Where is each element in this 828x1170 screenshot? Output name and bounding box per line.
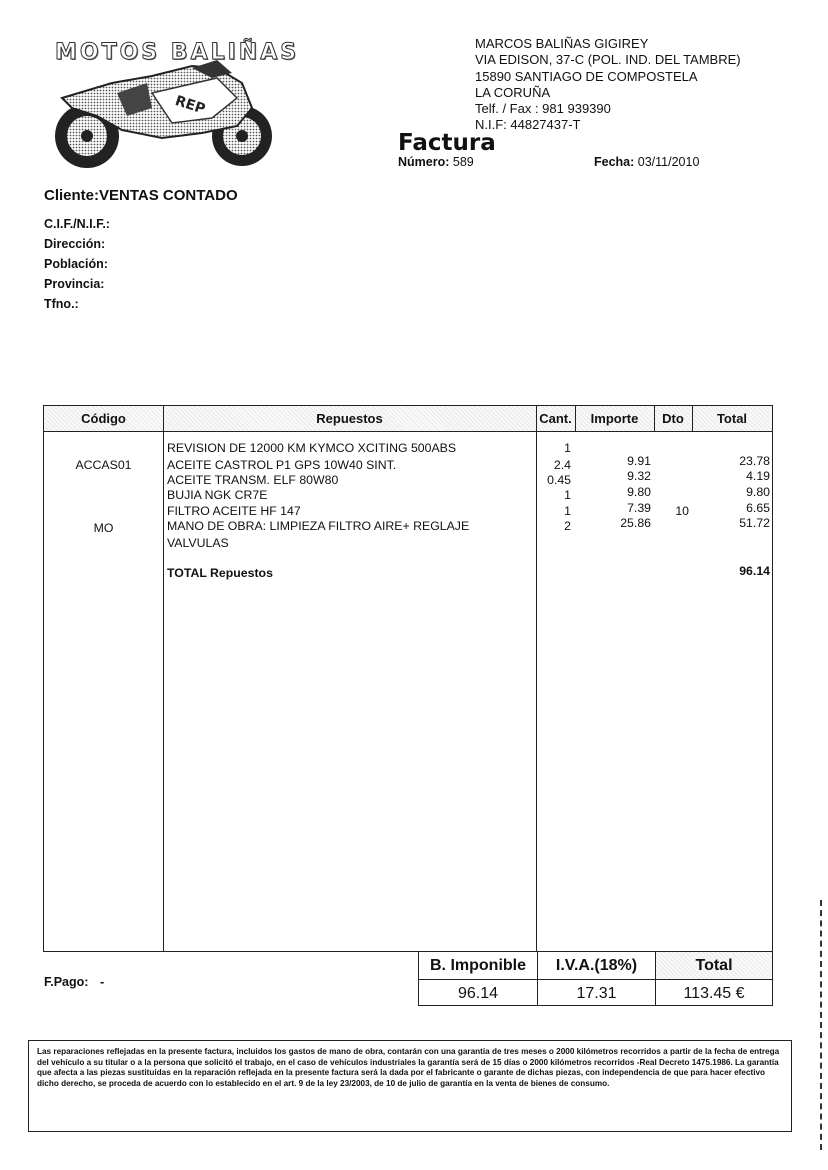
- column-divider: [692, 406, 693, 432]
- company-name: MARCOS BALIÑAS GIGIREY: [475, 36, 649, 51]
- svg-text:REP: REP: [173, 92, 208, 118]
- column-divider: [163, 406, 164, 951]
- row-total: 51.72: [739, 516, 770, 530]
- header-importe: Importe: [575, 406, 654, 432]
- row-importe: 9.32: [627, 469, 651, 483]
- legal-notice: Las reparaciones reflejadas en la presente factura, incluidos los gastos de mano de obra, contarán con una garantía de tres meses o 2000 kilómetros recorridos a partir de la fecha de entrega del vehículo a su titular o a la persona que solicitó el trabajo, en el caso de vehículos industriales la garantía será de 15 días o 2000 kilómetros recorridos -Real Decreto 1475.1986. La garantía que afecta a las piezas sustituidas en la reparación reflejada en la presente factura será la dada por el fabricante o garante de dichas piezas, con independencia de que para hacer efectivo dicho derecho, se proceda de acuerdo con lo establecido en el art. 9 de la ley 23/2003, de 10 de julio de garantía en la venta de bienes de consumo.: [28, 1040, 792, 1132]
- row-cant: 2: [564, 519, 571, 533]
- company-city: 15890 SANTIAGO DE COMPOSTELA: [475, 68, 698, 84]
- row-cant: 1: [564, 488, 571, 502]
- client-label: Cliente:: [44, 187, 100, 204]
- row-importe: 7.39: [627, 501, 651, 515]
- payment-value: -: [99, 975, 105, 989]
- totals-block: [418, 951, 773, 1006]
- row-description: MANO DE OBRA: LIMPIEZA FILTRO AIRE+ REGLAJE: [167, 519, 470, 533]
- payment-label: F.Pago:: [44, 975, 89, 989]
- client-field-town: Población:: [44, 257, 108, 271]
- row-cant: 0.45: [547, 473, 571, 487]
- row-total: 23.78: [739, 454, 770, 468]
- subtotal-label: TOTAL Repuestos: [167, 566, 273, 580]
- row-cant: 1: [564, 441, 571, 455]
- logo-brand-text: MOTOS BALIÑAS: [55, 40, 300, 65]
- column-divider: [654, 406, 655, 432]
- row-cant: 1: [564, 504, 571, 518]
- document-title: Factura: [398, 130, 496, 156]
- base-value: 96.14: [419, 979, 537, 1007]
- items-table: [43, 405, 773, 952]
- row-importe: 9.91: [627, 454, 651, 468]
- iva-label: I.V.A.(18%): [555, 956, 638, 974]
- row-description: ACEITE TRANSM. ELF 80W80: [167, 473, 339, 487]
- scan-edge-mark: [820, 900, 825, 1150]
- total-box: [655, 951, 773, 1006]
- total-label: Total: [656, 952, 772, 979]
- invoice-date: [594, 155, 699, 169]
- header-total: Total: [692, 406, 772, 432]
- client-name: VENTAS CONTADO: [99, 187, 238, 204]
- total-value: 113.45 €: [656, 979, 772, 1007]
- header-dto: Dto: [654, 406, 692, 432]
- company-address: VIA EDISON, 37-C (POL. IND. DEL TAMBRE): [475, 52, 741, 68]
- row-description: ACEITE CASTROL P1 GPS 10W40 SINT.: [167, 458, 397, 472]
- row-total: 6.65: [746, 501, 770, 515]
- company-phone: Telf. / Fax : 981 939390: [475, 101, 611, 117]
- row-total: 4.19: [746, 469, 770, 483]
- row-description: VALVULAS: [167, 536, 229, 550]
- base-box: [418, 951, 538, 1006]
- invoice-number-label: Número:: [398, 155, 450, 169]
- base-label: B. Imponible: [430, 956, 526, 974]
- client-line: [44, 187, 238, 204]
- invoice-number: [398, 155, 474, 169]
- client-field-phone: Tfno.:: [44, 297, 79, 311]
- row-codigo: ACCAS01: [75, 458, 132, 472]
- client-fields: [44, 214, 110, 314]
- row-importe: 9.80: [627, 485, 651, 499]
- subtotal-value: 96.14: [739, 564, 770, 578]
- invoice-number-value: 589: [452, 155, 474, 169]
- client-field-address: Dirección:: [44, 237, 106, 251]
- client-field-province: Provincia:: [44, 277, 105, 291]
- row-description: REVISION DE 12000 KM KYMCO XCITING 500ABS: [167, 441, 457, 455]
- payment-method: [44, 975, 104, 989]
- company-nif: N.I.F: 44827437-T: [475, 117, 581, 133]
- header-codigo: Código: [44, 406, 163, 432]
- row-cant: 2.4: [553, 458, 571, 472]
- invoice-date-value: 03/11/2010: [637, 155, 700, 169]
- column-divider: [575, 406, 576, 432]
- row-description: FILTRO ACEITE HF 147: [167, 504, 301, 518]
- invoice-date-label: Fecha:: [594, 155, 635, 169]
- iva-box: [537, 951, 656, 1006]
- iva-value: 17.31: [538, 979, 655, 1007]
- company-province: LA CORUÑA: [475, 84, 551, 100]
- row-dto: 10: [675, 504, 689, 518]
- row-importe: 25.86: [620, 516, 651, 530]
- company-info: [475, 36, 741, 134]
- client-field-nif: C.I.F./N.I.F.:: [44, 217, 110, 231]
- row-codigo: MO: [93, 521, 114, 535]
- row-description: BUJIA NGK CR7E: [167, 488, 268, 502]
- row-total: 9.80: [746, 485, 770, 499]
- header-repuestos: Repuestos: [163, 406, 536, 432]
- header-cant: Cant.: [536, 406, 575, 432]
